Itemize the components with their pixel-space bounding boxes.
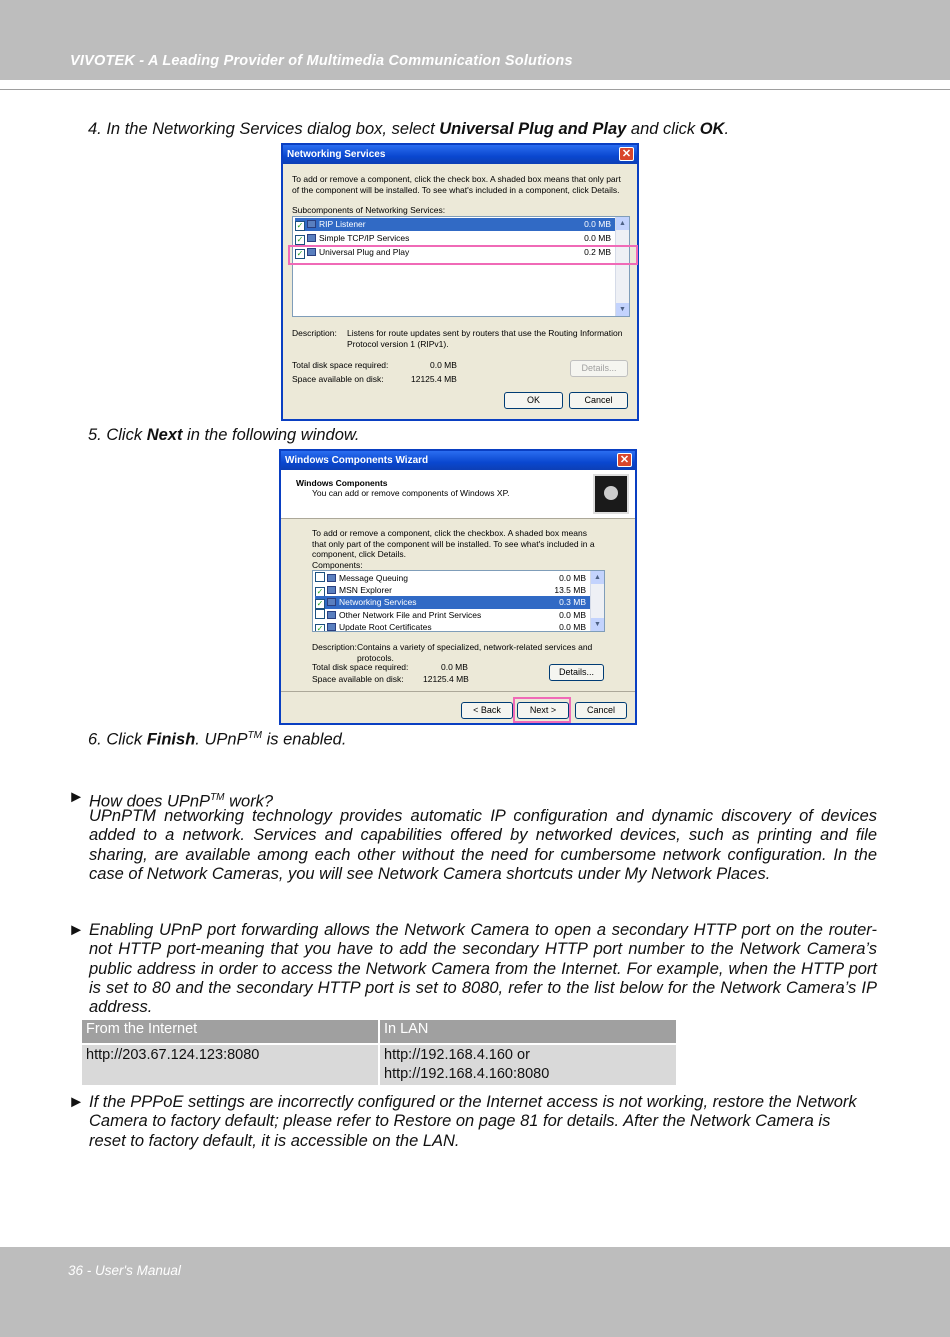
step-5-pre: 5. Click xyxy=(88,426,147,444)
dialog-titlebar xyxy=(281,451,635,470)
faq-answer: UPnPTM networking technology provides automatic IP configuration and dynamic discovery of devices added to a network. Services and capabilities offered by networked devices, such as printing and file sharing, are available among each other without the need for cumbersome network configuration. In the case of Network Cameras, you will see Network Camera shortcuts under My Network Places. xyxy=(89,807,877,883)
step-6-finish: Finish xyxy=(146,730,196,749)
step-4-text xyxy=(88,120,729,139)
bullet-arrow-icon: ► xyxy=(68,921,85,939)
dialog-title: Windows Components Wizard xyxy=(285,455,429,466)
space-required-value: 0.0 MB xyxy=(441,662,468,672)
close-icon[interactable]: ✕ xyxy=(619,147,634,161)
next-button[interactable]: Next > xyxy=(517,702,569,719)
step-4-ok: OK xyxy=(699,120,725,138)
step-4-upnp: Universal Plug and Play xyxy=(439,120,627,138)
list-item[interactable] xyxy=(295,232,615,245)
dialog-intro: To add or remove a component, click the check box. A shaded box means that only part of the component will be installed. To see what's included in a component, click Details. xyxy=(292,174,621,195)
header-divider xyxy=(0,89,950,90)
components-label: Components: xyxy=(312,560,363,570)
item-name: Networking Services xyxy=(339,597,417,607)
component-icon xyxy=(327,574,336,582)
cancel-button[interactable]: Cancel xyxy=(575,702,627,719)
list-item[interactable] xyxy=(315,596,590,609)
list-scrollbar[interactable] xyxy=(615,217,629,316)
bullet-arrow-icon: ► xyxy=(68,1093,85,1111)
space-required-label: Total disk space required: xyxy=(292,360,389,370)
step-4-pre: 4. In the Networking Services dialog box, select xyxy=(88,120,440,138)
ok-button[interactable]: OK xyxy=(504,392,563,409)
port-table xyxy=(82,1020,676,1085)
checkbox[interactable]: ✓ xyxy=(296,249,304,258)
item-size: 0.0 MB xyxy=(559,610,586,620)
item-name: Message Queuing xyxy=(339,573,408,583)
list-scrollbar[interactable] xyxy=(590,571,604,631)
upnp-highlight-box xyxy=(288,245,638,265)
wizard-separator xyxy=(281,691,635,692)
cell-internet-url: http://203.67.124.123:8080 xyxy=(82,1044,379,1085)
step-5-next: Next xyxy=(146,426,183,444)
back-button[interactable]: < Back xyxy=(461,702,513,719)
step-4-mid: and click xyxy=(626,120,700,138)
network-icon xyxy=(307,220,316,228)
item-name: Other Network File and Print Services xyxy=(339,610,482,620)
checkbox[interactable] xyxy=(315,609,325,619)
column-header-internet: From the Internet xyxy=(82,1020,379,1044)
checkbox[interactable]: ✓ xyxy=(316,599,324,608)
checkbox[interactable] xyxy=(315,572,325,582)
network-icon xyxy=(307,234,316,242)
checkbox[interactable]: ✓ xyxy=(316,587,324,596)
table-header-row xyxy=(82,1020,676,1044)
page-footer-band xyxy=(0,1247,950,1337)
tm-superscript: TM xyxy=(210,792,225,803)
space-required-value: 0.0 MB xyxy=(430,360,457,370)
step-5-post: in the following window. xyxy=(182,426,360,444)
description-text: Listens for route updates sent by routers that use the Routing Information Protocol version 1 (RIPv1). xyxy=(347,328,623,349)
details-button[interactable]: Details... xyxy=(570,360,628,377)
cell-lan-urls xyxy=(379,1044,676,1085)
cancel-button[interactable]: Cancel xyxy=(569,392,628,409)
details-button[interactable]: Details... xyxy=(549,664,604,681)
footer-page-number: 36 - User's Manual xyxy=(68,1263,181,1278)
pppoe-paragraph: If the PPPoE settings are incorrectly configured or the Internet access is not working, restore the Network Camera to factory default; please refer to Restore on page 81 for details. After the Network Camera is reset to factory default, it is accessible on the LAN. xyxy=(89,1093,857,1150)
list-item[interactable] xyxy=(315,621,590,632)
item-size: 0.0 MB xyxy=(584,219,611,229)
item-name: Simple TCP/IP Services xyxy=(319,233,410,243)
description-label: Description: xyxy=(292,328,337,338)
components-icon xyxy=(593,474,629,514)
space-available-value: 12125.4 MB xyxy=(423,674,469,684)
dialog-title: Networking Services xyxy=(287,149,386,160)
list-item[interactable] xyxy=(295,218,615,231)
close-icon[interactable]: ✕ xyxy=(617,453,632,467)
description-text: Contains a variety of specialized, network-related services and protocols. xyxy=(357,642,593,663)
scroll-up-icon[interactable]: ▲ xyxy=(591,571,604,584)
item-size: 0.3 MB xyxy=(559,597,586,607)
wizard-header xyxy=(281,470,635,519)
networking-services-dialog xyxy=(281,143,639,421)
space-required-label: Total disk space required: xyxy=(312,662,409,672)
item-size: 0.2 MB xyxy=(584,247,611,257)
checkbox[interactable]: ✓ xyxy=(296,235,304,244)
column-header-lan: In LAN xyxy=(379,1020,676,1044)
item-name: Universal Plug and Play xyxy=(319,247,410,257)
checkbox[interactable]: ✓ xyxy=(316,624,324,632)
item-size: 0.0 MB xyxy=(559,622,586,632)
step-4-post: . xyxy=(724,120,730,138)
lan-url-1: http://192.168.4.160 or xyxy=(384,1047,530,1063)
components-list[interactable] xyxy=(312,570,605,632)
checkbox[interactable]: ✓ xyxy=(296,221,304,230)
wizard-intro: To add or remove a component, click the checkbox. A shaded box means that only part of the component will be installed. To see what's included in a component, click Details. xyxy=(312,528,595,559)
question-pre: How does UPnP xyxy=(89,792,211,811)
lan-url-2: http://192.168.4.160:8080 xyxy=(384,1066,550,1082)
dialog-titlebar xyxy=(283,145,637,164)
header-title: VIVOTEK - A Leading Provider of Multimedia Communication Solutions xyxy=(70,53,573,69)
description-label: Description: xyxy=(312,642,357,652)
scroll-down-icon[interactable]: ▼ xyxy=(591,618,604,631)
item-size: 0.0 MB xyxy=(559,573,586,583)
component-icon xyxy=(327,598,336,606)
item-size: 13.5 MB xyxy=(554,585,586,595)
item-name: MSN Explorer xyxy=(339,585,392,595)
step-5-text xyxy=(88,426,359,445)
bullet-arrow-icon: ► xyxy=(68,788,85,806)
question-post: work? xyxy=(224,792,274,811)
wizard-subheading: You can add or remove components of Windows XP. xyxy=(312,488,510,498)
next-highlight-box xyxy=(513,697,571,723)
step-6-mid: . UPnP xyxy=(195,730,248,749)
step-6-pre: 6. Click xyxy=(88,730,147,749)
windows-components-wizard xyxy=(279,449,637,725)
table-row xyxy=(82,1044,676,1085)
space-available-label: Space available on disk: xyxy=(312,674,404,684)
item-name: RIP Listener xyxy=(319,219,366,229)
step-6-text xyxy=(88,730,346,750)
subcomponents-list[interactable] xyxy=(292,216,630,317)
scroll-up-icon[interactable]: ▲ xyxy=(616,217,629,230)
item-size: 0.0 MB xyxy=(584,233,611,243)
component-icon xyxy=(327,623,336,631)
step-6-post: is enabled. xyxy=(262,730,347,749)
port-forwarding-paragraph: Enabling UPnP port forwarding allows the Network Camera to open a secondary HTTP port on the router-not HTTP port-meaning that you have to add the secondary HTTP port number to the Network Camera’s public address in order to access the Network Camera from the Internet. For example, when the HTTP port is set to 80 and the secondary HTTP port is set to 8080, refer to the list below for the Network Camera’s IP address. xyxy=(89,921,877,1017)
subcomponents-label: Subcomponents of Networking Services: xyxy=(292,205,446,215)
component-icon xyxy=(327,586,336,594)
space-available-label: Space available on disk: xyxy=(292,374,384,384)
item-name: Update Root Certificates xyxy=(339,622,432,632)
tm-superscript: TM xyxy=(247,730,263,741)
wizard-heading: Windows Components xyxy=(296,478,388,488)
space-available-value: 12125.4 MB xyxy=(411,374,457,384)
scroll-down-icon[interactable]: ▼ xyxy=(616,303,629,316)
component-icon xyxy=(327,611,336,619)
